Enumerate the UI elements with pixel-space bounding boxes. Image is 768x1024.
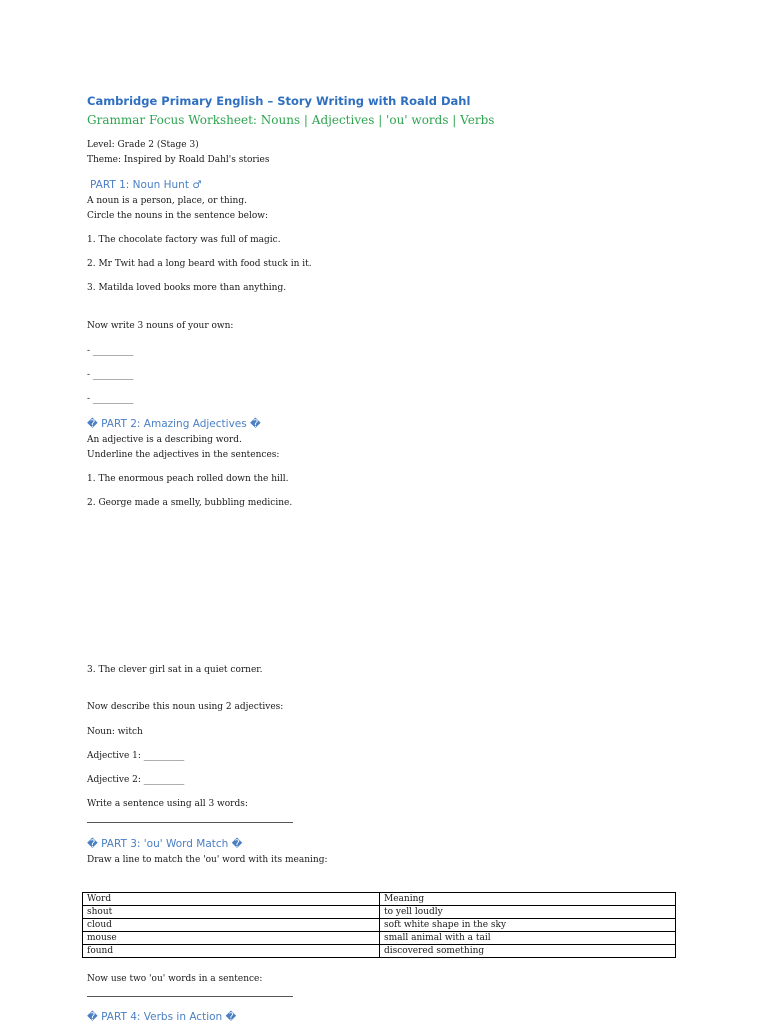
part1-sentence-3: 3. Matilda loved books more than anything.	[87, 283, 287, 293]
part3-writing-line[interactable]	[87, 996, 293, 997]
part2-writing-line[interactable]	[87, 822, 293, 823]
part2-describe-prompt: Now describe this noun using 2 adjectives:	[87, 702, 284, 712]
part4-heading: � PART 4: Verbs in Action �	[87, 1011, 237, 1023]
table-cell-meaning: to yell loudly	[380, 906, 676, 919]
table-cell-word: cloud	[83, 919, 380, 932]
theme-text: Theme: Inspired by Roald Dahl's stories	[87, 155, 270, 165]
part2-heading: � PART 2: Amazing Adjectives �	[87, 418, 261, 430]
adjective-blank-1[interactable]: Adjective 1: _________	[87, 751, 185, 761]
table-row	[83, 932, 676, 945]
part3-instruction: Draw a line to match the 'ou' word with its meaning:	[87, 855, 328, 865]
table-cell-meaning: soft white shape in the sky	[380, 919, 676, 932]
table-cell-word: shout	[83, 906, 380, 919]
part1-instruction: Circle the nouns in the sentence below:	[87, 211, 269, 221]
table-cell-word: found	[83, 945, 380, 958]
adjective-definition: An adjective is a describing word.	[87, 435, 242, 445]
adjective-blank-2[interactable]: Adjective 2: _________	[87, 775, 185, 785]
noun-blank-2[interactable]: - _________	[87, 370, 134, 380]
ou-word-table	[82, 892, 676, 958]
table-header-cell: Meaning	[380, 893, 676, 906]
part2-sentence-2: 2. George made a smelly, bubbling medicine.	[87, 498, 293, 508]
worksheet-title: Cambridge Primary English – Story Writing with Roald Dahl	[87, 94, 471, 108]
part2-sentence-3: 3. The clever girl sat in a quiet corner.	[87, 665, 263, 675]
level-text: Level: Grade 2 (Stage 3)	[87, 140, 199, 150]
table-header-row	[83, 893, 676, 906]
part2-sentence-1: 1. The enormous peach rolled down the hill.	[87, 474, 289, 484]
noun-witch: Noun: witch	[87, 727, 143, 737]
table-cell-meaning: discovered something	[380, 945, 676, 958]
worksheet-subtitle: Grammar Focus Worksheet: Nouns | Adjectives | 'ou' words | Verbs	[87, 113, 495, 127]
table-cell-meaning: small animal with a tail	[380, 932, 676, 945]
table-cell-word: mouse	[83, 932, 380, 945]
part1-sentence-1: 1. The chocolate factory was full of magic.	[87, 235, 281, 245]
table-row	[83, 919, 676, 932]
table-header-cell: Word	[83, 893, 380, 906]
part2-sentence-prompt: Write a sentence using all 3 words:	[87, 799, 248, 809]
table-row	[83, 906, 676, 919]
part1-sentence-2: 2. Mr Twit had a long beard with food stuck in it.	[87, 259, 312, 269]
noun-blank-1[interactable]: - _________	[87, 346, 134, 356]
part1-write-prompt: Now write 3 nouns of your own:	[87, 321, 234, 331]
part1-heading: PART 1: Noun Hunt ♂	[90, 179, 202, 191]
noun-blank-3[interactable]: - _________	[87, 394, 134, 404]
table-row	[83, 945, 676, 958]
part2-instruction: Underline the adjectives in the sentences:	[87, 450, 280, 460]
part3-sentence-prompt: Now use two 'ou' words in a sentence:	[87, 974, 263, 984]
part3-heading: � PART 3: 'ou' Word Match �	[87, 838, 243, 850]
noun-definition: A noun is a person, place, or thing.	[87, 196, 247, 206]
